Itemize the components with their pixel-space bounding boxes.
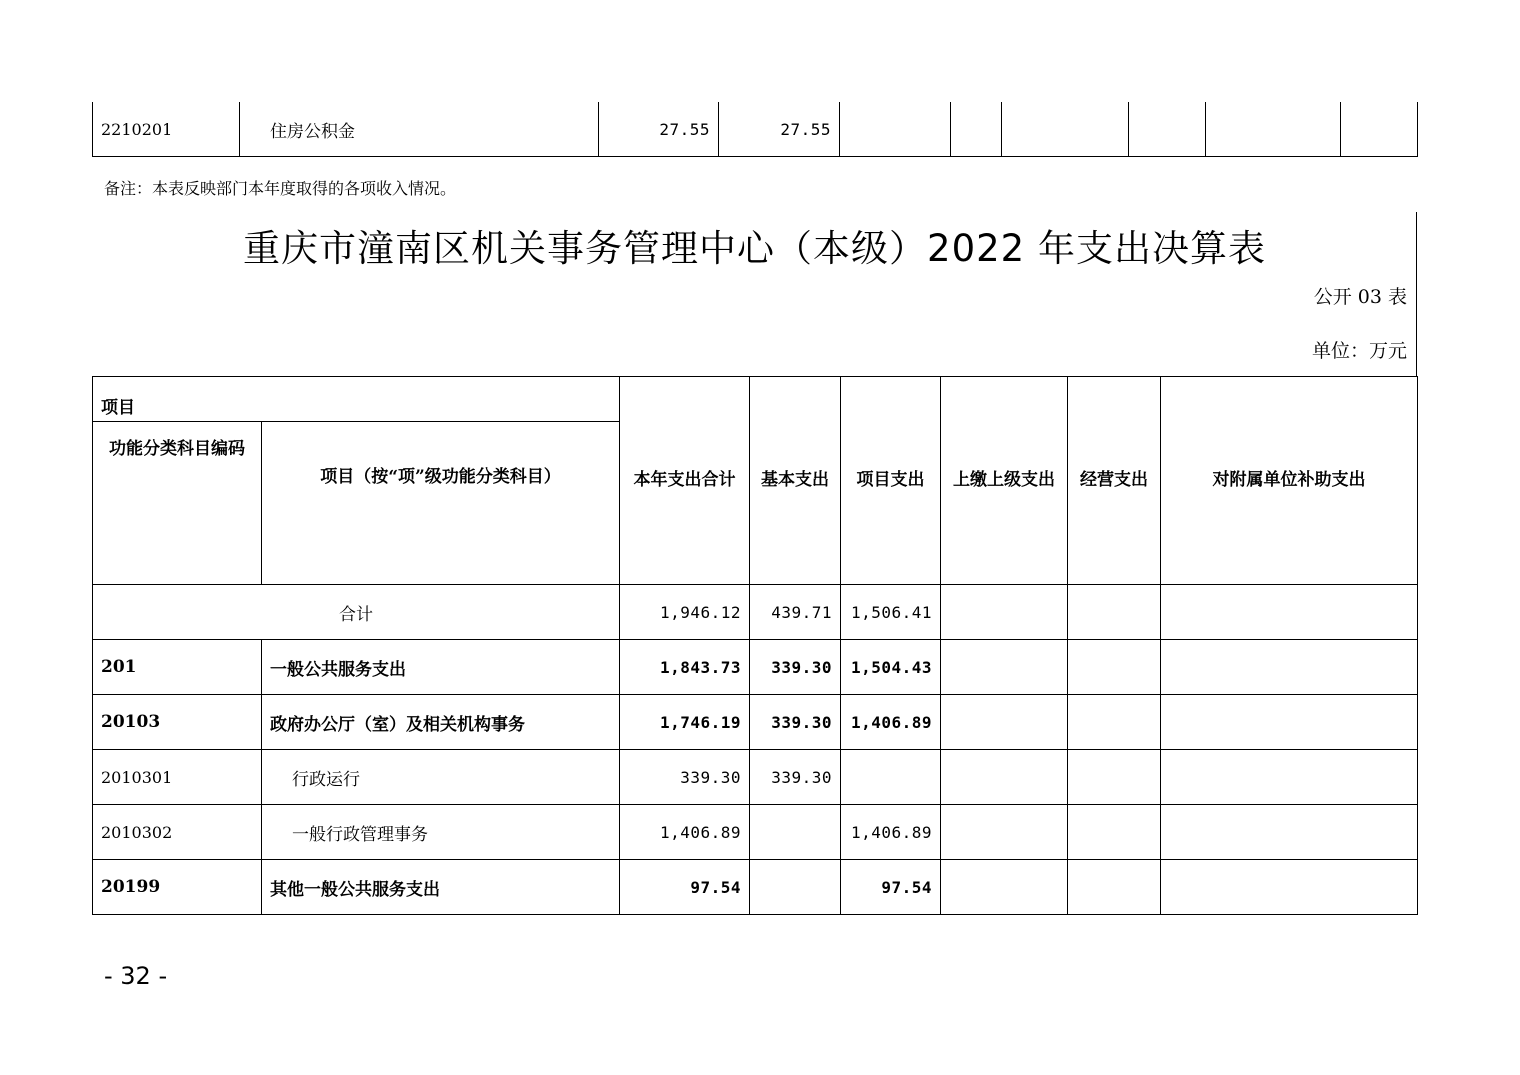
business-cell bbox=[1068, 805, 1161, 860]
upper-cell bbox=[941, 805, 1068, 860]
name-cell: 一般行政管理事务 bbox=[262, 805, 620, 860]
basic-cell bbox=[750, 860, 841, 915]
business-cell bbox=[1068, 585, 1161, 640]
table-row bbox=[93, 805, 1418, 860]
total-cell: 27.55 bbox=[599, 102, 719, 157]
total-cell: 1,843.73 bbox=[620, 640, 750, 695]
business-cell bbox=[1068, 750, 1161, 805]
form-number: 公开 03 表 bbox=[1313, 286, 1407, 308]
name-cell: 一般公共服务支出 bbox=[262, 640, 620, 695]
empty-cell bbox=[1206, 102, 1341, 157]
page-title: 重庆市潼南区机关事务管理中心（本级）2022 年支出决算表 bbox=[243, 227, 1266, 270]
subsidy-cell bbox=[1161, 585, 1418, 640]
upper-cell bbox=[941, 695, 1068, 750]
code-cell: 2010302 bbox=[93, 805, 262, 860]
page-number: - 32 - bbox=[104, 962, 168, 990]
name-cell: 行政运行 bbox=[262, 750, 620, 805]
header-project-expense: 项目支出 bbox=[841, 377, 941, 585]
name-cell: 住房公积金 bbox=[240, 102, 599, 157]
total-label: 合计 bbox=[93, 585, 620, 640]
empty-cell bbox=[951, 102, 1002, 157]
table-row bbox=[93, 102, 1418, 157]
upper-cell bbox=[941, 750, 1068, 805]
total-cell: 339.30 bbox=[620, 750, 750, 805]
table-row bbox=[93, 640, 1418, 695]
code-cell: 2010301 bbox=[93, 750, 262, 805]
subsidy-cell bbox=[1161, 750, 1418, 805]
name-cell: 政府办公厅（室）及相关机构事务 bbox=[262, 695, 620, 750]
business-cell bbox=[1068, 640, 1161, 695]
table-row bbox=[93, 860, 1418, 915]
subsidy-cell bbox=[1161, 640, 1418, 695]
project-cell: 1,406.89 bbox=[841, 805, 941, 860]
total-cell: 97.54 bbox=[620, 860, 750, 915]
code-cell: 201 bbox=[93, 640, 262, 695]
code-cell: 2210201 bbox=[93, 102, 240, 157]
empty-cell bbox=[1129, 102, 1206, 157]
upper-cell bbox=[941, 640, 1068, 695]
header-name: 项目（按“项”级功能分类科目） bbox=[262, 422, 620, 585]
subsidy-cell bbox=[1161, 860, 1418, 915]
basic-cell bbox=[750, 805, 841, 860]
upper-cell bbox=[941, 585, 1068, 640]
empty-cell bbox=[1002, 102, 1129, 157]
unit-label: 单位：万元 bbox=[1311, 340, 1407, 362]
subsidy-cell bbox=[1161, 695, 1418, 750]
business-cell bbox=[1068, 695, 1161, 750]
total-cell: 1,746.19 bbox=[620, 695, 750, 750]
expenditure-table bbox=[92, 376, 1418, 915]
header-project: 项目 bbox=[93, 377, 620, 422]
header-upper-payment: 上缴上级支出 bbox=[941, 377, 1068, 585]
previous-table-tail bbox=[92, 102, 1418, 157]
project-cell bbox=[841, 750, 941, 805]
project-cell: 1,504.43 bbox=[841, 640, 941, 695]
basic-cell: 339.30 bbox=[750, 640, 841, 695]
code-cell: 20199 bbox=[93, 860, 262, 915]
table-row bbox=[93, 695, 1418, 750]
header-business: 经营支出 bbox=[1068, 377, 1161, 585]
subsidy-cell bbox=[1161, 805, 1418, 860]
business-cell bbox=[1068, 860, 1161, 915]
header-total: 本年支出合计 bbox=[620, 377, 750, 585]
basic-cell: 27.55 bbox=[719, 102, 840, 157]
empty-cell bbox=[840, 102, 951, 157]
total-row bbox=[93, 585, 1418, 640]
table-row bbox=[93, 750, 1418, 805]
name-cell: 其他一般公共服务支出 bbox=[262, 860, 620, 915]
project-cell: 1,506.41 bbox=[841, 585, 941, 640]
table-note: 备注：本表反映部门本年度取得的各项收入情况。 bbox=[104, 179, 457, 198]
project-cell: 1,406.89 bbox=[841, 695, 941, 750]
header-row bbox=[93, 377, 1418, 422]
header-code: 功能分类科目编码 bbox=[93, 422, 262, 585]
header-subsidy: 对附属单位补助支出 bbox=[1161, 377, 1418, 585]
total-cell: 1,406.89 bbox=[620, 805, 750, 860]
basic-cell: 439.71 bbox=[750, 585, 841, 640]
empty-cell bbox=[1341, 102, 1418, 157]
project-cell: 97.54 bbox=[841, 860, 941, 915]
total-cell: 1,946.12 bbox=[620, 585, 750, 640]
basic-cell: 339.30 bbox=[750, 750, 841, 805]
basic-cell: 339.30 bbox=[750, 695, 841, 750]
code-cell: 20103 bbox=[93, 695, 262, 750]
upper-cell bbox=[941, 860, 1068, 915]
header-basic: 基本支出 bbox=[750, 377, 841, 585]
